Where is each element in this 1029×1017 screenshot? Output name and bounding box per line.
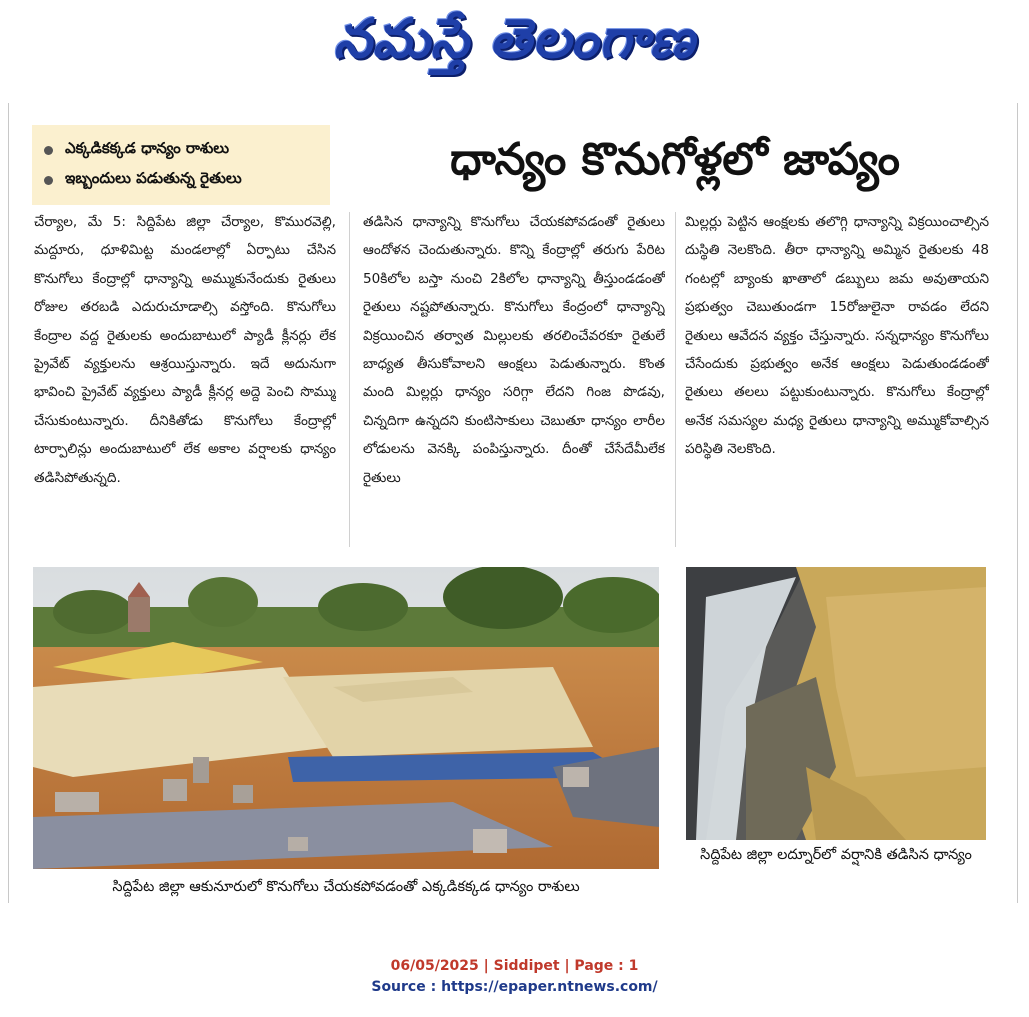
footer-source: Source : https://epaper.ntnews.com/ [371, 979, 658, 995]
photo-caption-1: సిద్దిపేట జిల్లా ఆకునూరులో కొనుగోలు చేయకపోవడంతో ఎక్కడికక్కడ ధాన్యం రాశులు [112, 879, 580, 895]
column-divider [349, 212, 350, 547]
bullet-item [44, 135, 318, 165]
bullet-text: ఎక్కడికక్కడ ధాన్యం రాశులు [65, 139, 230, 157]
bullet-icon [44, 146, 53, 155]
article-column-1: చేర్యాల, మే 5: సిద్దిపేట జిల్లా చేర్యాల, కొమురవెల్లి, మద్దూరు, ధూళిమిట్ట మండలాల్లో ఏర్పాటు చేసిన కొనుగోలు కేంద్రాల్లో ధాన్యాన్ని అమ్ముకునేందుకు రైతులు రోజుల తరబడి ఎదురుచూడాల్సి వస్తోంది. కొనుగోలు కేంద్రాల వద్ద రైతులకు అందుబాటులో ప్యాడీ క్లీనర్లు లేక ప్రైవేట్ వ్యక్తులను ఆశ్రయిస్తున్నారు. ఇదే అదునుగా భావించి ప్రైవేట్ వ్యక్తులు ప్యాడీ క్లీనర్ల అద్దె పెంచి సొమ్ము చేసుకుంటున్నారు. దీనికితోడు కొనుగోలు కేంద్రాల్లో టార్పాలిన్లు అందుబాటులో లేక అకాల వర్షాలకు ధాన్యం తడిసిపోతున్నది. [34, 214, 336, 486]
article-headline: ధాన్యం కొనుగోళ్లలో జాప్యం [450, 134, 900, 185]
article-column-2: తడిసిన ధాన్యాన్ని కొనుగోలు చేయకపోవడంతో రైతులు ఆందోళన చెందుతున్నారు. కొన్ని కేంద్రాల్లో తరుగు పేరిట 50కిలోల బస్తా నుంచి 2కిలోల ధాన్యాన్ని తీస్తుండడంతో రైతులు నష్టపోతున్నారు. కొనుగోలు కేంద్రంలో ధాన్యాన్ని విక్రయించిన తర్వాత మిల్లులకు తరలించేవరకూ రైతులే బాధ్యత తీసుకోవాలని ఆంక్షలు పెడుతున్నారు. కొంత మంది మిల్లర్లు ధాన్యం సరిగ్గా లేదని గింజ పొడవు, చిన్నదిగా ఉన్నదని కుంటిసాకులు చెబుతూ ధాన్యం లారీల లోడులను వెనక్కి పంపిస్తున్నారు. దీంతో చేసేదేమీలేక రైతులు [363, 214, 665, 486]
photo-wet-grain-image [686, 567, 986, 840]
article-column-3: మిల్లర్లు పెట్టిన ఆంక్షలకు తలొగ్గి ధాన్యాన్ని విక్రయించాల్సిన దుస్థితి నెలకొంది. తీరా ధాన్యాన్ని అమ్మిన రైతులకు 48 గంటల్లో బ్యాంకు ఖాతాలో డబ్బులు జమ అవుతాయని ప్రభుత్వం చెబుతుండగా 15రోజులైనా రావడం లేదని రైతులు ఆవేదన వ్యక్తం చేస్తున్నారు. సన్నధాన్యం కొనుగోలు చేసేందుకు ప్రభుత్వం అనేక ఆంక్షలు పెడుతుండడంతో రైతులు తలలు పట్టుకుంటున్నారు. కొనుగోలు కేంద్రాల్లో అనేక సమస్యల మధ్య రైతులు ధాన్యాన్ని అమ్ముకోవాల్సిన పరిస్థితి నెలకొంది. [685, 214, 989, 458]
photo-grain-heaps-image [33, 567, 659, 869]
bullet-item [44, 165, 318, 195]
bullet-text: ఇబ్బందులు పడుతున్న రైతులు [65, 169, 242, 187]
subheading-box [32, 125, 330, 205]
column-divider [675, 212, 676, 547]
photo-wet-grain [686, 567, 986, 840]
masthead-logo: నమస్తే తెలంగాణ [333, 6, 696, 70]
photo-caption-2: సిద్దిపేట జిల్లా లద్నూర్‌లో వర్షానికి తడిసిన ధాన్యం [700, 847, 972, 863]
footer-date-edition: 06/05/2025 | Siddipet | Page : 1 [390, 958, 639, 974]
photo-grain-heaps [33, 567, 659, 869]
masthead [0, 0, 1029, 90]
bullet-icon [44, 176, 53, 185]
